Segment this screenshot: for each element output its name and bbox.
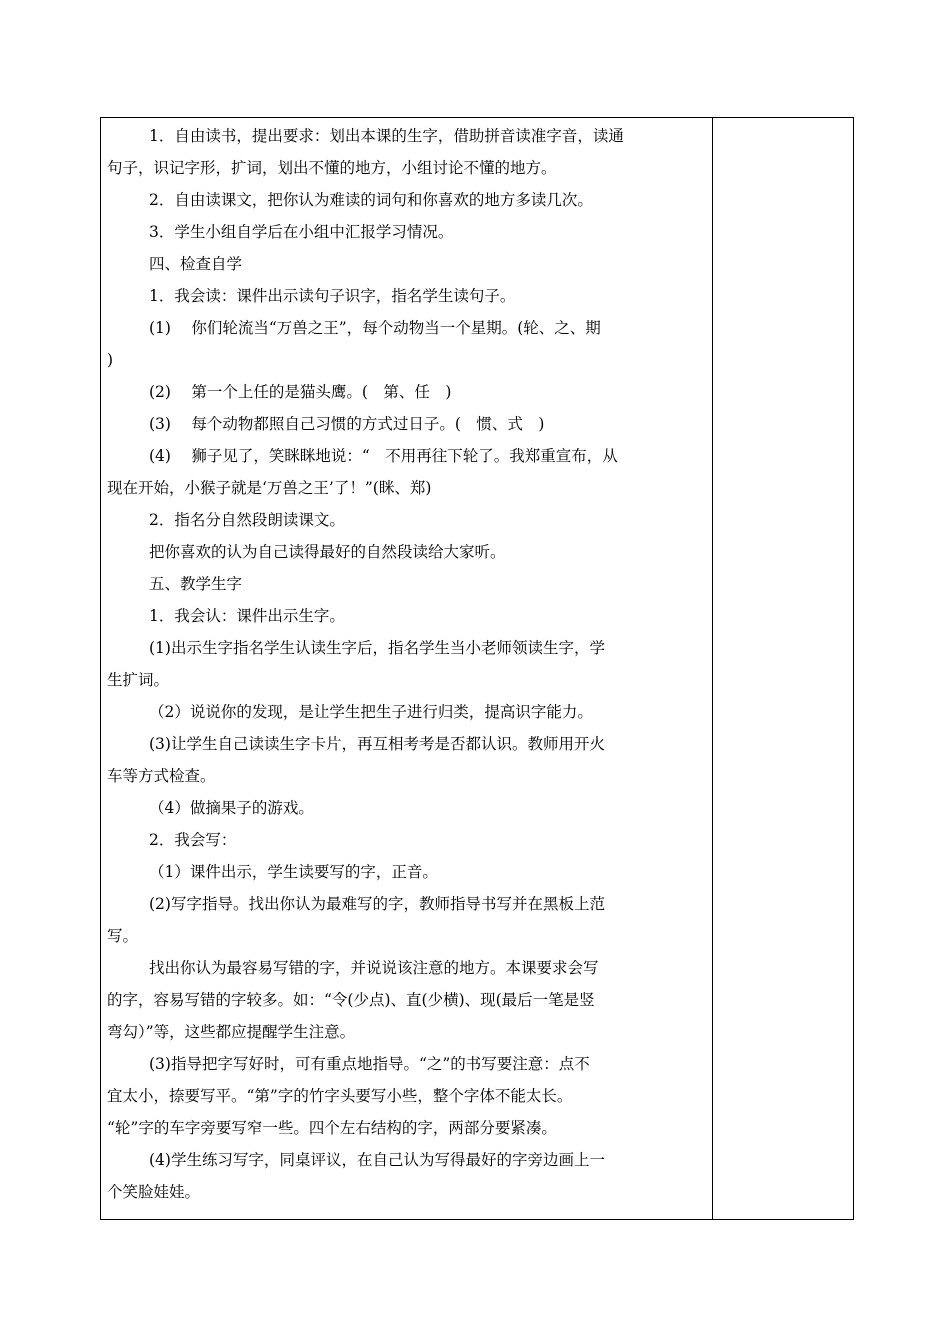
text-line: 五、教学生字 bbox=[149, 575, 243, 593]
text-line: 1．我会认：课件出示生字。 bbox=[149, 607, 345, 625]
text-line: 句子，识记字形，扩词，划出不懂的地方，小组讨论不懂的地方。 bbox=[107, 159, 557, 177]
text-line: 2．自由读课文，把你认为难读的词句和你喜欢的地方多读几次。 bbox=[149, 191, 593, 209]
text-line: 个笑脸娃娃。 bbox=[107, 1183, 201, 1201]
text-line: 现在开始，小猴子就是‘万兽之王’了！”(眯、郑) bbox=[107, 479, 432, 497]
column-divider bbox=[712, 118, 713, 1219]
text-line: (1) 你们轮流当“万兽之王”，每个动物当一个星期。(轮、之、期 bbox=[149, 319, 601, 337]
text-line: ) bbox=[107, 351, 114, 369]
text-line: (2)写字指导。找出你认为最难写的字，教师指导书写并在黑板上范 bbox=[149, 895, 605, 913]
text-line: (2) 第一个上任的是猫头鹰。( 第、任 ) bbox=[149, 383, 452, 401]
text-line: (4) 狮子见了，笑眯眯地说：“ 不用再往下轮了。我郑重宣布，从 bbox=[149, 447, 618, 465]
text-line: （4）做摘果子的游戏。 bbox=[149, 799, 314, 817]
lesson-content-cell bbox=[107, 120, 705, 1208]
text-line: 3．学生小组自学后在小组中汇报学习情况。 bbox=[149, 223, 454, 241]
text-line: 的字，容易写错的字较多。如：“令(少点)、直(少横)、现(最后一笔是竖 bbox=[107, 991, 595, 1009]
text-line: 找出你认为最容易写错的字，并说说该注意的地方。本课要求会写 bbox=[149, 959, 599, 977]
text-line: （2）说说你的发现，是让学生把生子进行归类，提高识字能力。 bbox=[149, 703, 593, 721]
notes-cell bbox=[714, 118, 853, 1219]
text-line: 1．自由读书，提出要求：划出本课的生字，借助拼音读准字音，读通 bbox=[149, 127, 624, 145]
text-line: (3)让学生自己读读生字卡片，再互相考考是否都认识。教师用开火 bbox=[149, 735, 605, 753]
text-line: 2．我会写： bbox=[149, 831, 237, 849]
text-line: “轮”字的车字旁要写窄一些。四个左右结构的字，两部分要紧凑。 bbox=[107, 1119, 557, 1137]
text-line: 生扩词。 bbox=[107, 671, 170, 689]
text-line: (3)指导把字写好时，可有重点地指导。“之”的书写要注意：点不 bbox=[149, 1055, 590, 1073]
text-line: （1）课件出示，学生读要写的字，正音。 bbox=[149, 863, 438, 881]
text-line: (3) 每个动物都照自己习惯的方式过日子。( 惯、式 ) bbox=[149, 415, 545, 433]
text-line: (1)出示生字指名学生认读生字后，指名学生当小老师领读生字，学 bbox=[149, 639, 605, 657]
text-line: 车等方式检查。 bbox=[107, 767, 216, 785]
text-line: 1．我会读：课件出示读句子识字，指名学生读句子。 bbox=[149, 287, 516, 305]
text-line: 宜太小，捺要写平。“第”字的竹字头要写小些，整个字体不能太长。 bbox=[107, 1087, 573, 1105]
text-line: 四、检查自学 bbox=[149, 255, 243, 273]
text-line: 弯勾）”等，这些都应提醒学生注意。 bbox=[107, 1023, 356, 1041]
text-line: 把你喜欢的认为自己读得最好的自然段读给大家听。 bbox=[149, 543, 506, 561]
lesson-plan-table bbox=[100, 117, 854, 1220]
text-line: 2．指名分自然段朗读课文。 bbox=[149, 511, 345, 529]
text-line: (4)学生练习写字，同桌评议，在自己认为写得最好的字旁边画上一 bbox=[149, 1151, 605, 1169]
text-line: 写。 bbox=[107, 927, 139, 945]
